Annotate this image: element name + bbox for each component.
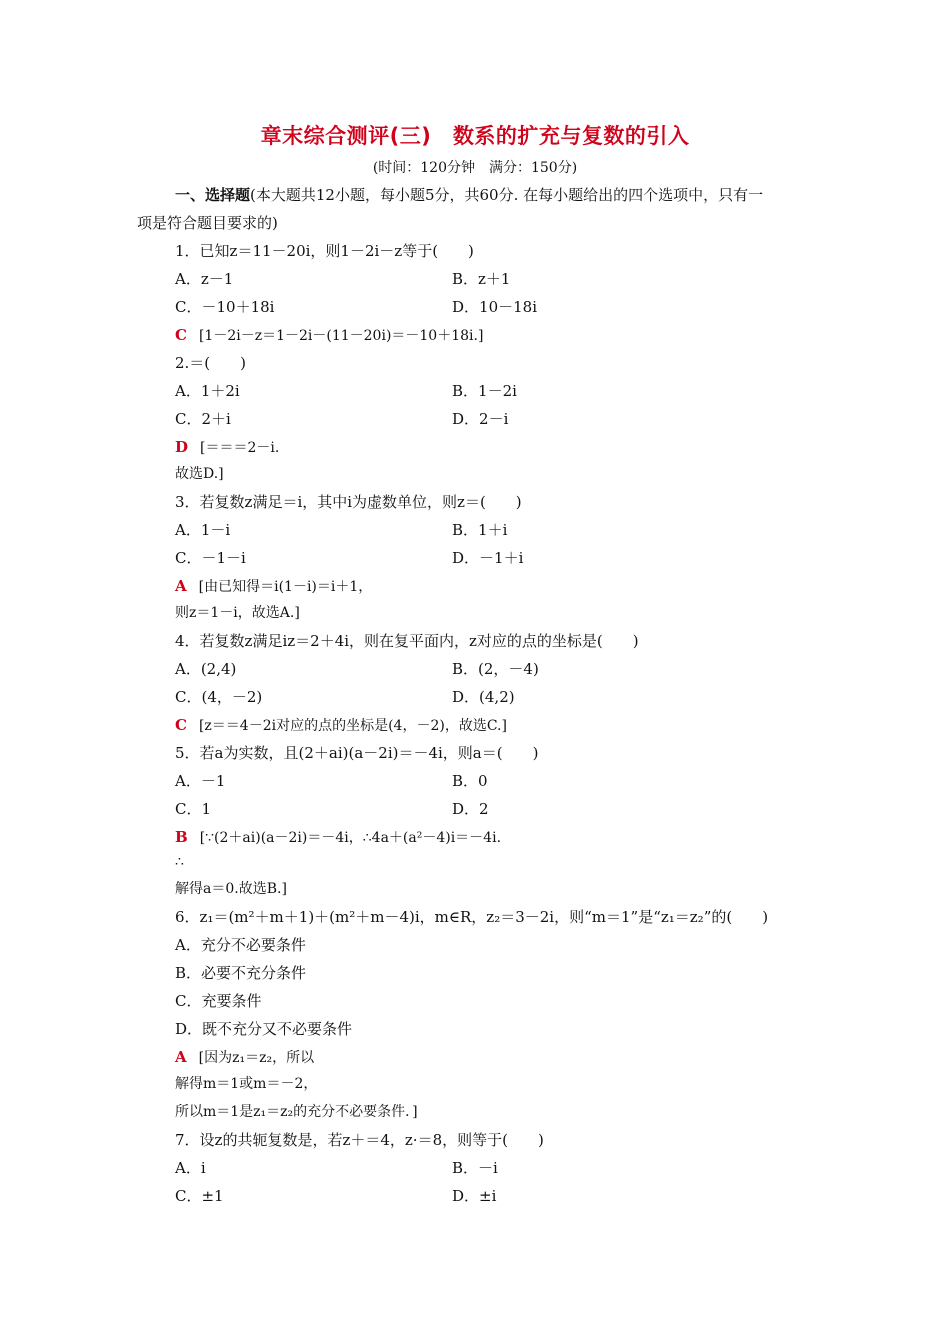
section-heading: 一、选择题 [175,186,251,204]
option-d: D．10－18i [452,298,537,316]
option-c: C．(4，－2) [175,688,263,706]
question-stem: 1．已知z＝11－20i，则1－2i－z等于( ) [175,242,474,260]
answer-key: C [175,716,187,734]
answer-key: A [175,1048,187,1066]
answer-line [175,1047,314,1068]
option-d: D．－1＋i [452,549,524,567]
option-b: B．0 [452,772,488,790]
answer-explanation: [∵(2＋ai)(a－2i)＝－4i，∴4a＋(a²－4)i＝－4i. [199,830,502,846]
answer-key: B [175,828,188,846]
option-b: B．1－2i [452,382,517,400]
option-a: A．(2,4) [175,660,237,678]
exam-info: (时间：120分钟 满分：150分) [372,160,578,176]
answer-explanation: [因为z₁＝z₂，所以 [198,1050,315,1066]
answer-explanation: 所以m＝1是z₁＝z₂的充分不必要条件．] [175,1104,418,1120]
answer-explanation: 则z＝1－i，故选A.] [175,605,300,621]
answer-key: D [175,438,189,456]
answer-explanation: ∴ [175,854,184,870]
answer-line [175,827,501,848]
answer-line [175,437,279,458]
answer-explanation: 解得a＝0.故选B.] [175,881,287,897]
option-b: B．－i [452,1159,498,1177]
option-d: D．2 [452,800,489,818]
option-a: A．z－1 [175,270,234,288]
question-stem: 3．若复数z满足＝i，其中i为虚数单位，则z＝( ) [175,493,522,511]
option-b: B．必要不充分条件 [175,964,307,982]
answer-explanation: [由已知得＝i(1－i)＝i＋1， [198,579,373,595]
option-a: A．－1 [175,772,226,790]
option-d: D．2－i [452,410,509,428]
question-stem: 6．z₁＝(m²＋m＋1)＋(m²＋m－4)i，m∈R，z₂＝3－2i，则“m＝1”是“z₁＝z₂”的( ) [175,908,769,926]
answer-line [175,576,372,597]
answer-explanation: 解得m＝1或m＝－2， [175,1076,318,1092]
option-c: C．±1 [175,1187,224,1205]
answer-explanation: [1－2i－z＝1－2i－(11－20i)＝－10＋18i.] [198,328,484,344]
answer-explanation: 故选D.] [175,466,224,482]
option-d: D．(4,2) [452,688,515,706]
answer-key: C [175,326,187,344]
question-stem: 2.＝( ) [175,354,247,372]
option-a: A．i [175,1159,206,1177]
answer-explanation: [＝＝＝2－i. [200,440,280,456]
question-stem: 4．若复数z满足iz＝2＋4i，则在复平面内，z对应的点的坐标是( ) [175,632,639,650]
answer-line [175,715,507,736]
option-c: C．－10＋18i [175,298,275,316]
option-a: A．1－i [175,521,231,539]
option-d: D．±i [452,1187,497,1205]
option-b: B．(2，－4) [452,660,539,678]
option-b: B．1＋i [452,521,508,539]
section-description-cont: 项是符合题目要求的) [137,214,278,232]
option-c: C．1 [175,800,212,818]
answer-key: A [175,577,187,595]
option-c: C．2＋i [175,410,231,428]
option-c: C．－1－i [175,549,246,567]
option-d: D．既不充分又不必要条件 [175,1020,353,1038]
option-a: A．充分不必要条件 [175,936,306,954]
page-title: 章末综合测评(三) 数系的扩充与复数的引入 [260,124,690,148]
question-stem: 5．若a为实数，且(2＋ai)(a－2i)＝－4i，则a＝( ) [175,744,539,762]
answer-line [175,325,483,346]
section-header [175,185,763,205]
option-b: B．z＋1 [452,270,511,288]
option-a: A．1＋2i [175,382,240,400]
section-description: (本大题共12小题，每小题5分，共60分. 在每小题给出的四个选项中，只有一 [250,186,764,204]
answer-explanation: [z＝＝4－2i对应的点的坐标是(4，－2)，故选C.] [198,718,507,734]
option-c: C．充要条件 [175,992,262,1010]
question-stem: 7．设z的共轭复数是，若z＋＝4，z·＝8，则等于( ) [175,1131,544,1149]
